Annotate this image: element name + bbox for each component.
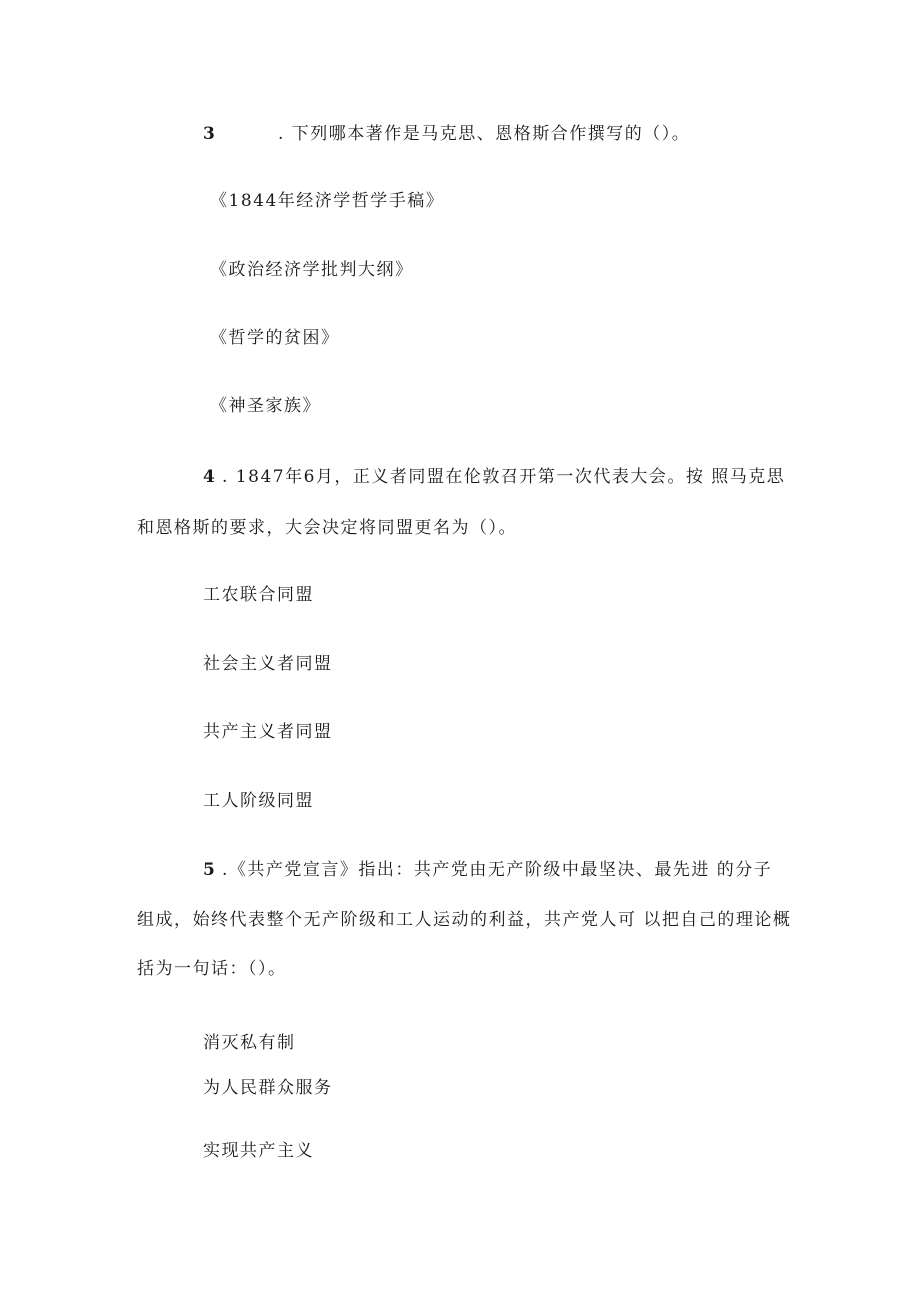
question-4-option-2: 社会主义者同盟 xyxy=(203,654,333,674)
question-4-number: 4 xyxy=(203,467,217,487)
question-5-stem-line-1: .《共产党宣言》指出：共产党由无产阶级中最坚决、最先进 的分子 xyxy=(222,860,773,880)
question-4-stem-line-2: 和恩格斯的要求，大会决定将同盟更名为（）。 xyxy=(137,518,517,538)
question-4-option-1: 工农联合同盟 xyxy=(203,585,314,605)
question-3-number: 3 xyxy=(203,124,217,144)
question-3-option-2: 《政治经济学批判大纲》 xyxy=(210,260,414,280)
question-3-stem: . 下列哪本著作是马克思、恩格斯合作撰写的（）。 xyxy=(278,124,691,144)
question-5-stem-line-2: 组成，始终代表整个无产阶级和工人运动的利益，共产党人可 以把自己的理论概 xyxy=(137,910,792,930)
question-4-option-3: 共产主义者同盟 xyxy=(203,722,333,742)
question-5-option-1: 消灭私有制 xyxy=(203,1033,296,1053)
question-4-stem-line-1: . 1847年6月，正义者同盟在伦敦召开第一次代表大会。按 照马克思 xyxy=(222,467,786,487)
question-4-option-4: 工人阶级同盟 xyxy=(203,791,314,811)
question-5-number: 5 xyxy=(203,860,217,880)
question-5-stem-line-3: 括为一句话：（）。 xyxy=(137,959,287,979)
question-5-option-2: 为人民群众服务 xyxy=(203,1078,333,1098)
question-5-option-3: 实现共产主义 xyxy=(203,1141,314,1161)
question-3-option-1: 《1844年经济学哲学手稿》 xyxy=(210,191,445,211)
question-3-option-4: 《神圣家族》 xyxy=(210,396,321,416)
question-3-option-3: 《哲学的贫困》 xyxy=(210,328,340,348)
